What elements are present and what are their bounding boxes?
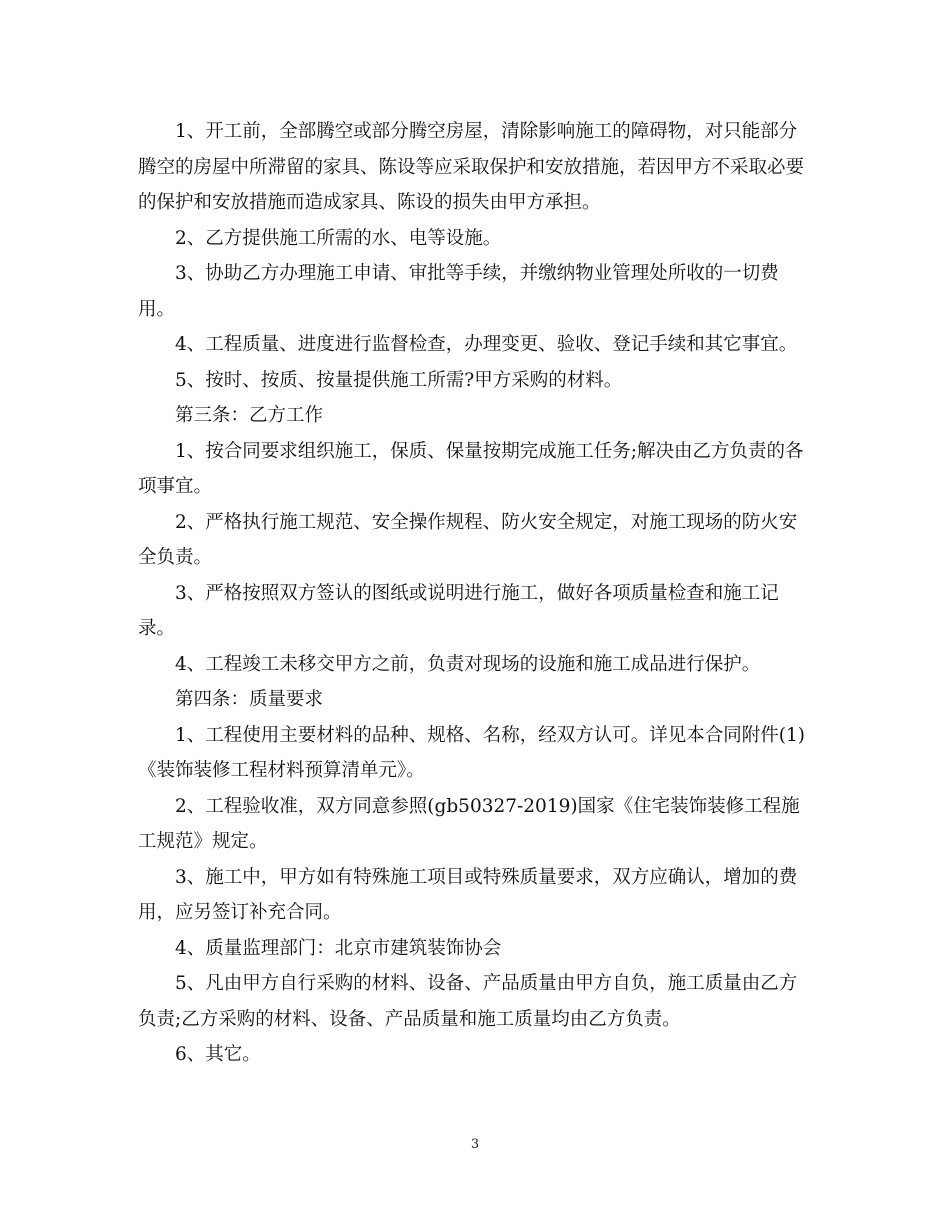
section-heading-article-3: 第三条：乙方工作 xyxy=(175,405,324,426)
paragraph-article-4-item-3: 3、施工中，甲方如有特殊施工项目或特殊质量要求，双方应确认，增加的费用，应另签订补充合同。 xyxy=(138,866,798,923)
paragraph-article-4-item-4: 4、质量监理部门：北京市建筑装饰协会 xyxy=(175,937,502,959)
page-number: 3 xyxy=(470,1137,480,1152)
paragraph-article-3-item-2: 2、严格执行施工规范、安全操作规程、防火安全规定，对施工现场的防火安全负责。 xyxy=(138,511,798,568)
section-heading-article-4: 第四条：质量要求 xyxy=(175,689,324,710)
paragraph-article-4-item-1: 1、工程使用主要材料的品种、规格、名称，经双方认可。详见本合同附件(1)《装饰装修工程材料预算清单元》。 xyxy=(138,724,805,781)
paragraph-obligation-1: 1、开工前，全部腾空或部分腾空房屋，清除影响施工的障碍物，对只能部分腾空的房屋中所滞留的家具、陈设等应采取保护和安放措施，若因甲方不采取必要的保护和安放措施而造成家具、陈设的损失由甲方承担。 xyxy=(138,121,805,213)
paragraph-obligation-4: 4、工程质量、进度进行监督检查，办理变更、验收、登记手续和其它事宜。 xyxy=(175,334,798,355)
paragraph-obligation-3: 3、协助乙方办理施工申请、审批等手续，并缴纳物业管理处所收的一切费用。 xyxy=(138,263,779,320)
paragraph-article-3-item-3: 3、严格按照双方签认的图纸或说明进行施工，做好各项质量检查和施工记录。 xyxy=(138,582,779,639)
paragraph-article-4-item-5: 5、凡由甲方自行采购的材料、设备、产品质量由甲方自负，施工质量由乙方负责;乙方采购的材料、设备、产品质量和施工质量均由乙方负责。 xyxy=(138,973,798,1030)
paragraph-article-3-item-4: 4、工程竣工未移交甲方之前，负责对现场的设施和施工成品进行保护。 xyxy=(175,653,761,675)
paragraph-article-3-item-1: 1、按合同要求组织施工，保质、保量按期完成施工任务;解决由乙方负责的各项事宜。 xyxy=(138,440,804,497)
document-body xyxy=(138,114,814,1073)
paragraph-obligation-5: 5、按时、按质、按量提供施工所需?甲方采购的材料。 xyxy=(175,369,623,391)
paragraph-article-4-item-6: 6、其它。 xyxy=(175,1044,261,1065)
paragraph-article-4-item-2: 2、工程验收准，双方同意参照(gb50327-2019)国家《住宅装饰装修工程施工规范》规定。 xyxy=(138,795,800,852)
paragraph-obligation-2: 2、乙方提供施工所需的水、电等设施。 xyxy=(175,227,502,249)
